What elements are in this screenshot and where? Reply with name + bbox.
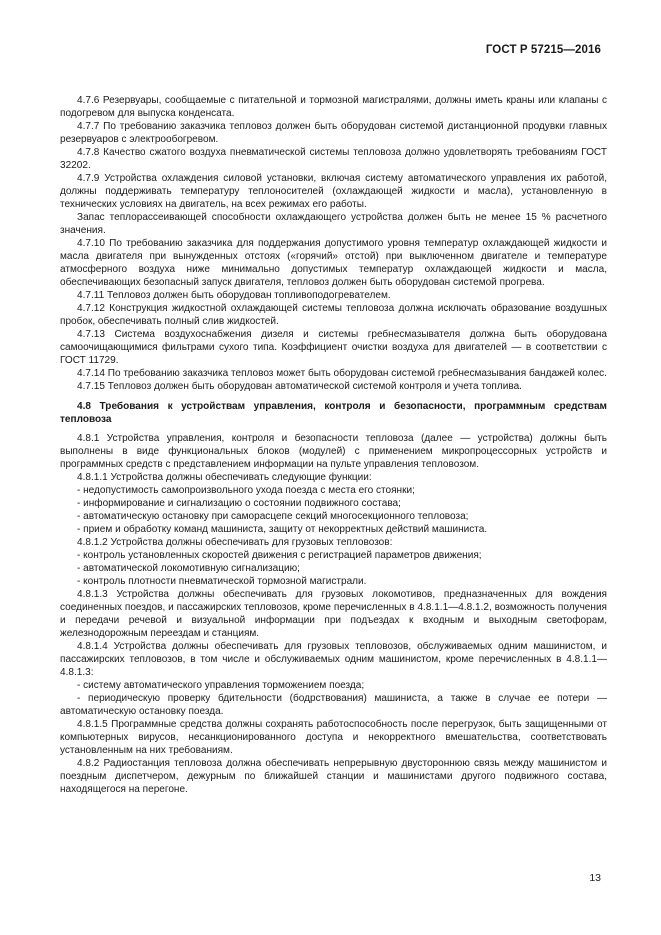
list-item: - контроль плотности пневматической тормозной магистрали. [77, 576, 367, 587]
list-item: - автоматической локомотивную сигнализацию; [77, 563, 300, 574]
standard-code: ГОСТ Р 57215—2016 [485, 44, 601, 56]
paragraph-reserve: Запас теплорассеивающей способности охлаждающего устройства должен быть не менее 15 % расчетного значения. [60, 212, 607, 236]
list-item: - периодическую проверку бдительности (бодрствования) машиниста, а также в случае ее потери — автоматическую остановку поезда. [60, 693, 607, 717]
list-item: - систему автоматического управления торможением поезда; [77, 680, 365, 691]
page-number: 13 [589, 872, 601, 884]
paragraph-4-7-9: 4.7.9 Устройства охлаждения силовой установки, включая систему автоматического управления их работой, должны поддерживать температуру теплоносителей (охлаждающей жидкости и масла), установленную в технических условиях на двигатель, на всех режимах его работы. [60, 173, 607, 210]
paragraph-4-7-6: 4.7.6 Резервуары, сообщаемые с питательной и тормозной магистралями, должны иметь краны или клапаны с подогревом для выпуска конденсата. [60, 95, 607, 119]
list-item: - автоматическую остановку при саморасцепе секций многосекционного тепловоза; [77, 511, 469, 522]
paragraph-4-8-2: 4.8.2 Радиостанция тепловоза должна обеспечивать непрерывную двустороннюю связь между машинистом и поездным диспетчером, дежурным по ближайшей станции и машинистами другого подвижного состава, находящегося на перегоне. [60, 758, 607, 795]
list-item: - прием и обработку команд машиниста, защиту от некорректных действий машиниста. [77, 524, 488, 535]
paragraph-4-7-15: 4.7.15 Тепловоз должен быть оборудован автоматической системой контроля и учета топлива. [77, 381, 522, 392]
paragraph-4-7-13: 4.7.13 Система воздухоснабжения дизеля и системы гребнесмазывателя должна быть оборудована самоочищающимися фильтрами сухого типа. Коэффициент очистки воздуха для двигателей — в соответствии с ГОСТ 11729. [60, 329, 607, 366]
paragraph-4-7-12: 4.7.12 Конструкция жидкостной охлаждающей системы тепловоза должна исключать образование воздушных пробок, обеспечивать полный слив жидкостей. [60, 303, 607, 327]
paragraph-4-8-1-4: 4.8.1.4 Устройства должны обеспечивать для грузовых тепловозов, обслуживаемых одним машинистом, и пассажирских тепловозов, в том числе и обслуживаемых одним машинистом, кроме перечисленных в 4.8.1.1—4.8.1.3: [60, 641, 607, 678]
paragraph-4-7-11: 4.7.11 Тепловоз должен быть оборудован топливоподогревателем. [77, 290, 391, 301]
paragraph-4-7-14: 4.7.14 По требованию заказчика тепловоз может быть оборудован системой гребнесмазывания бандажей колес. [77, 368, 607, 379]
paragraph-4-8-1-5: 4.8.1.5 Программные средства должны сохранять работоспособность после перегрузок, быть защищенными от компьютерных вирусов, несанкционированного доступа и некорректного вмешательства, соответствовать установленным на них требованиям. [60, 719, 607, 756]
paragraph-4-8-1-1: 4.8.1.1 Устройства должны обеспечивать следующие функции: [77, 472, 372, 483]
section-heading-4-8: 4.8 Требования к устройствам управления, контроля и безопасности, программным средствам тепловоза [60, 401, 607, 425]
list-item: - информирование и сигнализацию о состоянии подвижного состава; [77, 498, 401, 509]
paragraph-4-8-1: 4.8.1 Устройства управления, контроля и безопасности тепловоза (далее — устройства) должны быть выполнены в виде функциональных блоков (модулей) с применением микропроцессорных устройств и программных средств с представлением информации на пульте управления тепловозом. [60, 433, 607, 470]
paragraph-4-8-1-3: 4.8.1.3 Устройства должны обеспечивать для грузовых локомотивов, предназначенных для вождения соединенных поездов, и пассажирских тепловозов, кроме перечисленных в 4.8.1.1—4.8.1.2, возможность получения и передачи речевой и визуальной информации при подъездах к входным и выходным светофорам, железнодорожным переездам и станциям. [60, 589, 607, 639]
paragraph-4-7-10: 4.7.10 По требованию заказчика для поддержания допустимого уровня температур охлаждающей жидкости и масла двигателя при вынужденных отстоях («горячий» отстой) при выключенном двигателе и температуре атмосферного воздуха ниже минимально допустимых температур охлаждающей жидкости и масла, обеспечивающих безопасный запуск двигателя, тепловоз должен быть оборудован системой прогрева. [60, 238, 607, 288]
list-item: - недопустимость самопроизвольного ухода поезда с места его стоянки; [77, 485, 415, 496]
paragraph-4-8-1-2: 4.8.1.2 Устройства должны обеспечивать для грузовых тепловозов: [77, 537, 393, 548]
document-body [60, 94, 607, 796]
list-item: - контроль установленных скоростей движения с регистрацией параметров движения; [77, 550, 482, 561]
paragraph-4-7-7: 4.7.7 По требованию заказчика тепловоз должен быть оборудован системой дистанционной продувки главных резервуаров с электрообогревом. [60, 121, 607, 145]
paragraph-4-7-8: 4.7.8 Качество сжатого воздуха пневматической системы тепловоза должно удовлетворять требованиям ГОСТ 32202. [60, 147, 607, 171]
